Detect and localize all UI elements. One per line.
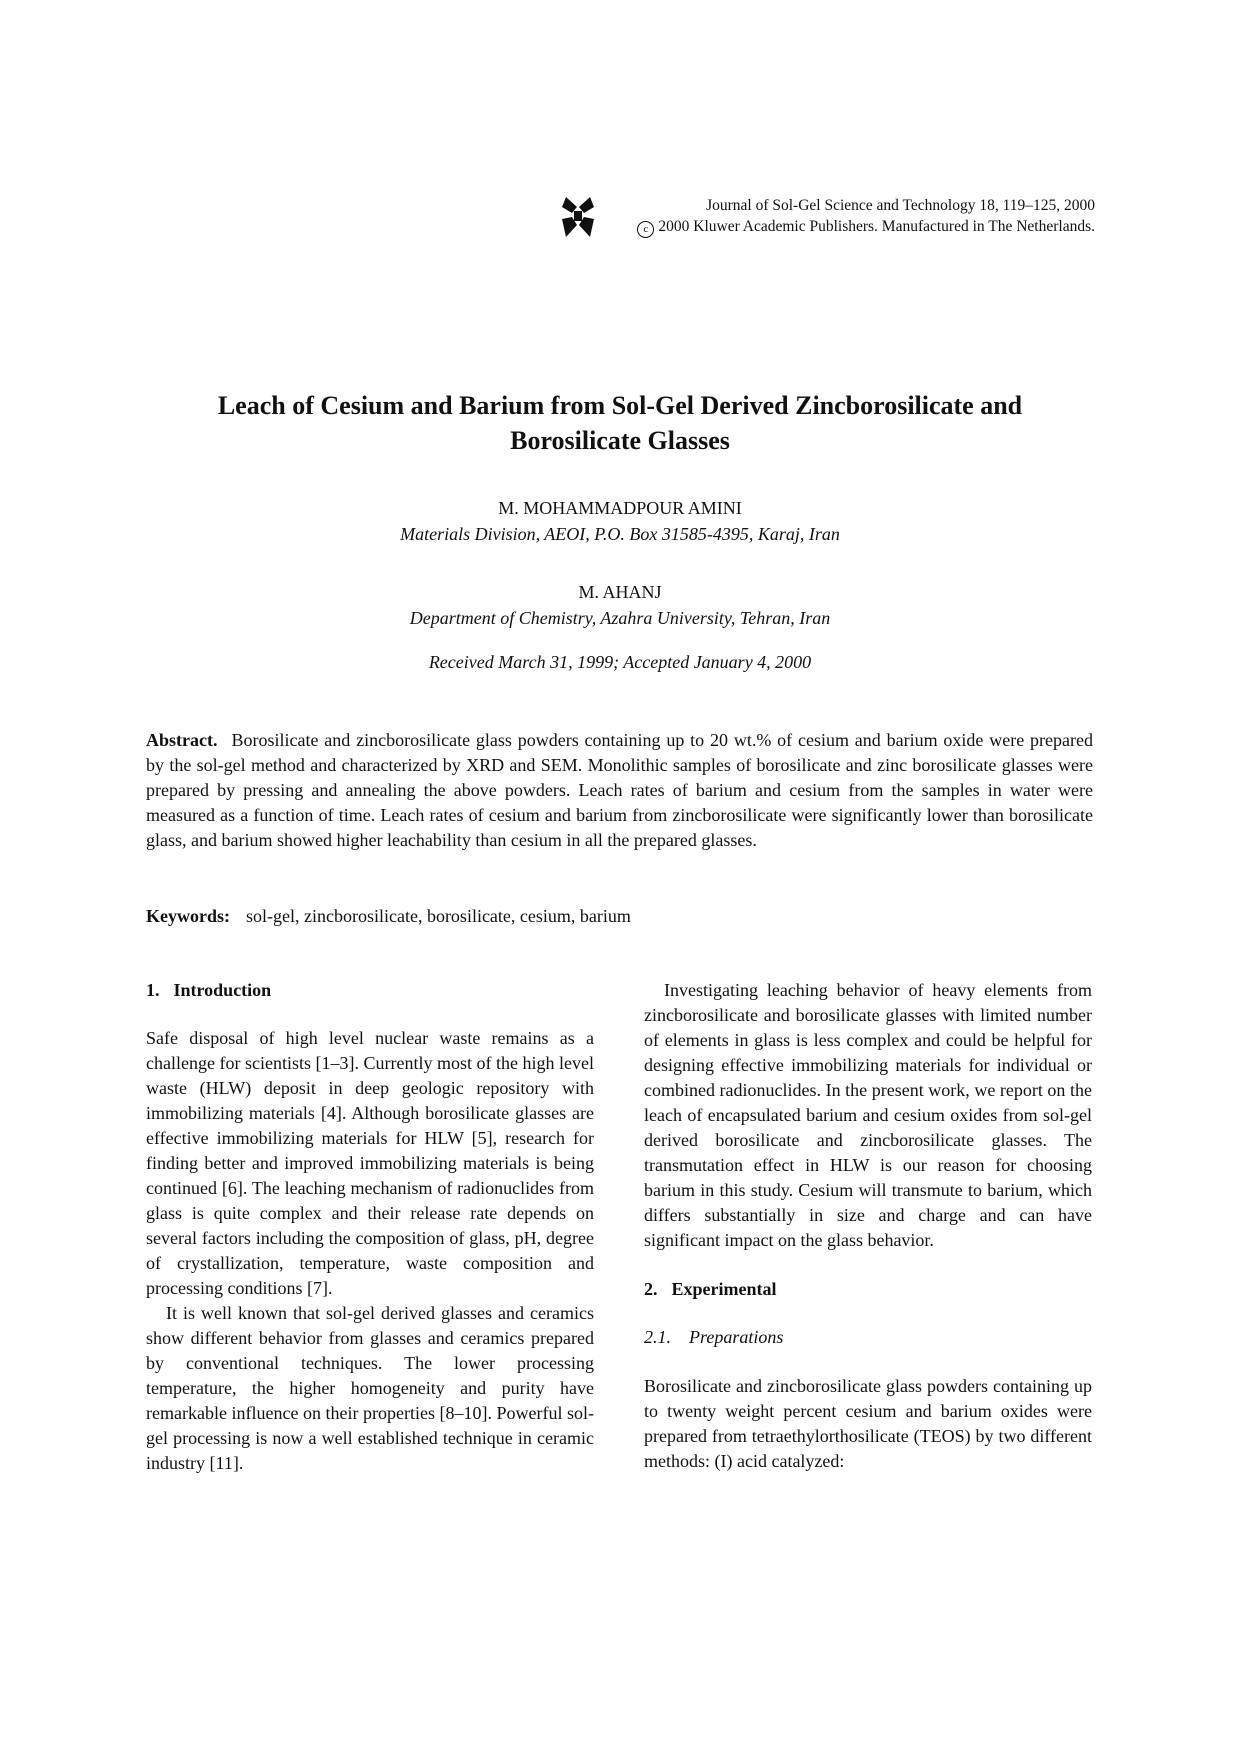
subsection-heading-preparations (644, 1325, 1092, 1350)
copyright-text: 2000 Kluwer Academic Publishers. Manufactured in The Netherlands. (658, 218, 1095, 235)
left-column (146, 978, 594, 1476)
title-line-1: Leach of Cesium and Barium from Sol-Gel Derived Zincborosilicate and (217, 391, 1023, 420)
section-heading-introduction (146, 978, 594, 1003)
subsection-number: 2.1. (644, 1327, 671, 1347)
section-title: Experimental (671, 1279, 777, 1299)
section-title: Introduction (173, 980, 272, 1000)
abstract (146, 728, 1093, 853)
author-affiliation-1: Materials Division, AEOI, P.O. Box 31585-4395, Karaj, Iran (400, 524, 840, 544)
masthead-text (637, 195, 1095, 238)
copyright-line (637, 216, 1095, 238)
section-number: 1. (146, 980, 160, 1000)
kluwer-logo-icon (560, 195, 596, 239)
subsection-title: Preparations (689, 1327, 784, 1347)
keywords-label: Keywords: (146, 906, 230, 926)
journal-masthead (560, 195, 1095, 245)
intro-paragraph-2: It is well known that sol-gel derived glasses and ceramics show different behavior from glasses and ceramics prepared by conventional techniques. The lower processing temperature, the higher homogeneity and purity have remarkable influence on their properties [8–10]. Powerful sol-gel processing is now a well established technique in ceramic industry [11]. (146, 1303, 594, 1473)
experimental-paragraph-1: Borosilicate and zincborosilicate glass powders containing up to twenty weight percent cesium and barium oxides were prepared from tetraethylorthosilicate (TEOS) by two different methods: (I) acid catalyzed: (644, 1376, 1092, 1471)
journal-line: Journal of Sol-Gel Science and Technology 18, 119–125, 2000 (706, 197, 1095, 214)
title-line-2: Borosilicate Glasses (510, 426, 730, 455)
received-dates: Received March 31, 1999; Accepted January 4, 2000 (428, 652, 812, 672)
author-name-1: M. MOHAMMADPOUR AMINI (498, 498, 742, 518)
abstract-label: Abstract. (146, 730, 218, 750)
paper-title (140, 388, 1100, 458)
author-block-1 (140, 495, 1100, 547)
author-affiliation-2: Department of Chemistry, Azahra University, Tehran, Iran (409, 608, 831, 628)
intro-paragraph-3: Investigating leaching behavior of heavy elements from zincborosilicate and borosilicate glasses with limited number of elements in glass is less complex and could be helpful for designing effective immobilizing materials for individual or combined radionuclides. In the present work, we report on the leach of encapsulated barium and cesium oxides from sol-gel derived borosilicate and zincborosilicate glasses. The transmutation effect in HLW is our reason for choosing barium in this study. Cesium will transmute to barium, which differs substantially in size and charge and can have significant impact on the glass behavior. (644, 980, 1092, 1250)
right-column (644, 978, 1092, 1474)
section-heading-experimental (644, 1277, 1092, 1302)
abstract-text: Borosilicate and zincborosilicate glass powders containing up to 20 wt.% of cesium and barium oxide were prepared by the sol-gel method and characterized by XRD and SEM. Monolithic samples of borosilicate and zinc borosilicate glasses were prepared by pressing and annealing the above powders. Leach rates of barium and cesium from the samples in water were measured as a function of time. Leach rates of cesium and barium from zincborosilicate were significantly lower than borosilicate glass, and barium showed higher leachability than cesium in all the prepared glasses. (146, 730, 1093, 850)
section-number: 2. (644, 1279, 658, 1299)
keywords (146, 904, 1093, 929)
intro-paragraph-1: Safe disposal of high level nuclear waste remains as a challenge for scientists [1–3]. Currently most of the high level waste (HLW) deposit in deep geologic repository with immobilizing materials [4]. Although borosilicate glasses are effective immobilizing materials for HLW [5], research for finding better and improved immobilizing materials is being continued [6]. The leaching mechanism of radionuclides from glass is quite complex and their release rate depends on several factors including the composition of glass, pH, degree of crystallization, temperature, waste composition and processing conditions [7]. (146, 1028, 594, 1298)
author-block-2 (140, 579, 1100, 631)
keywords-text: sol-gel, zincborosilicate, borosilicate, cesium, barium (246, 906, 631, 926)
author-name-2: M. AHANJ (578, 582, 662, 602)
copyright-symbol: c (637, 221, 654, 238)
